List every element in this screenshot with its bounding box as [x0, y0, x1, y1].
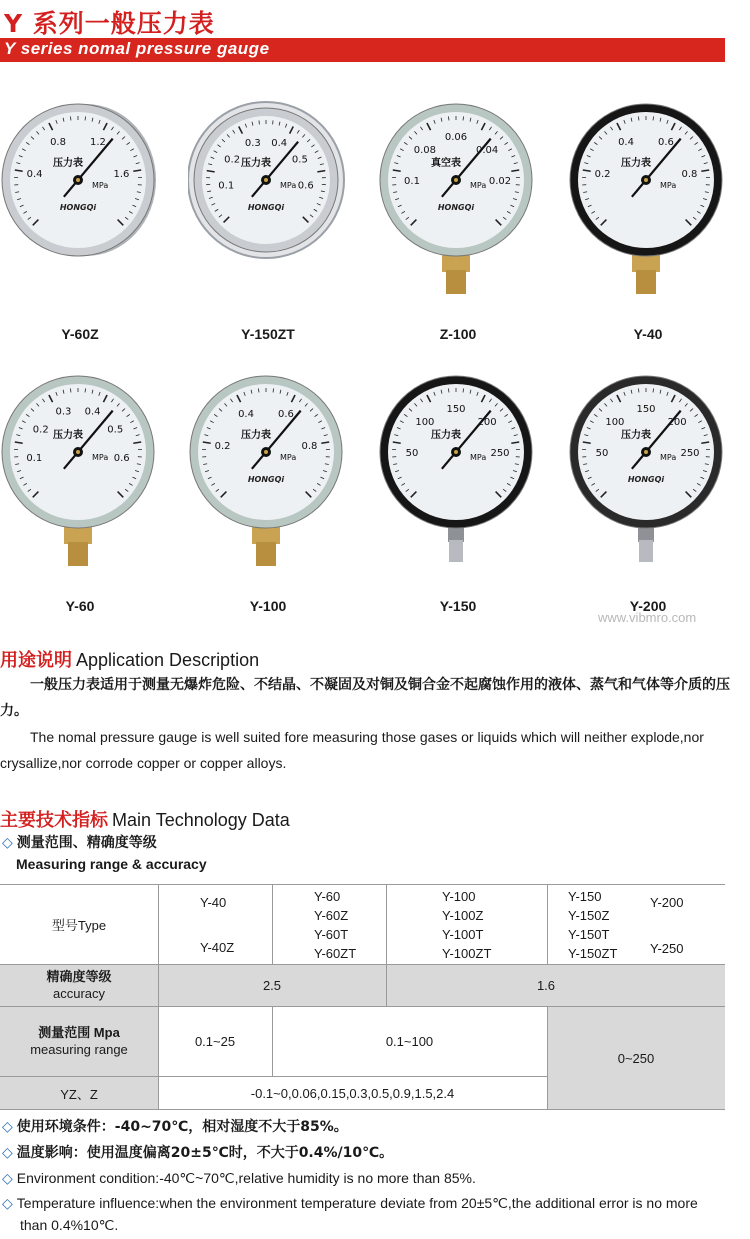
- product-gauge: [0, 372, 180, 622]
- tick-label: 200: [667, 416, 687, 428]
- product-gauge: [0, 100, 180, 350]
- table-rule: [0, 1076, 547, 1077]
- tick-label: 0.4: [238, 408, 254, 420]
- tick-label: 150: [636, 404, 656, 415]
- thread-icon: [446, 270, 466, 294]
- tick-label: 0.4: [618, 136, 634, 148]
- gauge-model-label: Y-40: [633, 326, 663, 342]
- tick-label: 0.6: [113, 452, 130, 464]
- watermark-text: www.vibmro.com: [598, 610, 697, 625]
- tick-label: 0.8: [681, 169, 698, 181]
- thread-icon: [449, 540, 463, 562]
- product-gauge: [568, 100, 748, 350]
- gauge-illustration: [568, 100, 728, 320]
- page-subtitle: Y series nomal pressure gauge: [4, 39, 270, 58]
- tick-label: 0.8: [50, 136, 66, 148]
- tick-label: 0.3: [55, 406, 72, 418]
- product-gauge: [568, 372, 748, 622]
- tick-label: 1.2: [90, 136, 106, 148]
- tick-label: 1.6: [113, 169, 130, 181]
- tick-label: 0.2: [214, 441, 231, 453]
- tick-label: 0.3: [244, 138, 261, 150]
- diamond-bullet-icon: ◇: [2, 1170, 13, 1186]
- dial-label: 压力表: [241, 430, 271, 441]
- yz-label: YZ、Z: [60, 1086, 98, 1102]
- tech-heading-cn: 主要技术指标: [0, 810, 108, 831]
- tick-label: 250: [490, 448, 510, 459]
- unit-label: MPa: [92, 181, 109, 190]
- accuracy-b: 1.6: [536, 977, 556, 993]
- brand-label: HONGQi: [247, 203, 285, 212]
- application-heading-cn: 用途说明: [0, 650, 72, 671]
- brand-label: HONGQi: [437, 203, 475, 212]
- gauge-model-label: Y-60: [65, 598, 95, 614]
- product-gauge: [378, 100, 558, 350]
- tick-label: 200: [477, 416, 497, 428]
- dial-label: 压力表: [53, 430, 83, 441]
- tick-label: 150: [446, 404, 466, 415]
- needle-cap-icon: [76, 178, 80, 182]
- diamond-bullet-icon: ◇: [2, 835, 13, 851]
- tick-label: 50: [405, 448, 419, 459]
- application-heading-en: Application Description: [76, 650, 260, 670]
- dial-label: 真空表: [431, 158, 461, 169]
- unit-label: MPa: [470, 181, 487, 190]
- diamond-bullet-icon: ◇: [2, 1195, 13, 1211]
- title-banner: [0, 38, 725, 62]
- gauge-model-label: Y-60Z: [61, 326, 99, 342]
- dial-label: 压力表: [431, 430, 461, 441]
- table-rule: [0, 964, 725, 965]
- table-rule: [272, 884, 273, 964]
- tech-heading: [0, 806, 290, 832]
- note-environment-en: ◇ Environment condition:-40℃~70℃,relative humidity is no more than 85%.: [2, 1170, 476, 1186]
- gauge-model-label: Y-100: [249, 598, 287, 614]
- gauge-model-label: Y-200: [629, 598, 667, 614]
- tick-label: 50: [595, 448, 609, 459]
- unit-label: MPa: [280, 181, 297, 190]
- product-gallery: [0, 100, 750, 630]
- gauge-illustration: [378, 372, 538, 592]
- table-rule: [158, 884, 159, 1110]
- needle-cap-icon: [264, 178, 268, 182]
- gauge-model-label: Z-100: [439, 326, 477, 342]
- brand-label: HONGQi: [627, 475, 665, 484]
- table-rule: [272, 1006, 273, 1076]
- tick-label: 0.2: [224, 154, 241, 166]
- tick-label: 0.6: [658, 136, 674, 148]
- tick-label: 0.2: [32, 424, 49, 436]
- range-c: 0~250: [617, 1050, 655, 1066]
- tick-label: 0.02: [488, 176, 512, 187]
- gauge-illustration: [0, 100, 160, 320]
- tech-heading-en: Main Technology Data: [112, 810, 290, 830]
- gauge-illustration: [188, 100, 348, 320]
- gauge-illustration: [568, 372, 728, 592]
- table-rule: [0, 884, 725, 885]
- models-a-2: Y-40Z: [200, 940, 235, 955]
- tick-label: 0.06: [444, 132, 468, 143]
- thread-icon: [256, 542, 276, 566]
- unit-label: MPa: [660, 453, 677, 462]
- dial-label: 压力表: [621, 158, 651, 169]
- product-gauge: [378, 372, 558, 622]
- tick-label: 100: [415, 416, 435, 428]
- tick-label: 0.2: [594, 169, 611, 181]
- unit-label: MPa: [280, 453, 297, 462]
- diamond-bullet-icon: ◇: [2, 1145, 13, 1161]
- gauge-illustration: [378, 100, 538, 320]
- dial-label: 压力表: [621, 430, 651, 441]
- tick-label: 0.1: [218, 180, 235, 192]
- tick-label: 0.4: [26, 169, 43, 181]
- note-temperature-en: ◇ Temperature influence:when the environment temperature deviate from 20±5℃,the additional error is no more than 0.4%10℃.: [2, 1195, 698, 1233]
- brand-label: HONGQi: [59, 203, 97, 212]
- tick-label: 0.1: [26, 452, 43, 464]
- application-body-cn: 一般压力表适用于测量无爆炸危险、不结晶、不凝固及对铜及铜合金不起腐蚀作用的液体、蒸气和气体等介质的压力。: [0, 677, 730, 719]
- range-label: 测量范围 Mpa measuring range: [30, 1025, 128, 1057]
- table-rule: [547, 884, 548, 964]
- yz-range: -0.1~0,0.06,0.15,0.3,0.5,0.9,1.5,2.4: [250, 1085, 455, 1101]
- spec-table: [0, 884, 725, 1110]
- tick-label: 0.5: [291, 154, 308, 166]
- product-gauge: [188, 100, 368, 350]
- note-temperature-cn: ◇ 温度影响：使用温度偏离20±5℃时，不大于0.4%/10℃。: [2, 1145, 394, 1161]
- models-b: Y-60 Y-60Z Y-60T Y-60ZT: [314, 889, 357, 961]
- tick-label: 0.5: [107, 424, 124, 436]
- note-environment-cn: ◇ 使用环境条件：-40~70℃，相对湿度不大于85%。: [2, 1119, 348, 1135]
- application-body-en: The nomal pressure gauge is well suited fore measuring those gases or liquids which will neither explode,nor crysallize,nor corrode copper or copper alloys.: [0, 729, 704, 771]
- range-b: 0.1~100: [385, 1033, 434, 1049]
- tick-label: 0.08: [413, 144, 437, 156]
- page-title: Y 系列一般压力表: [4, 9, 215, 38]
- needle-cap-icon: [454, 450, 458, 454]
- tick-label: 0.1: [404, 176, 420, 187]
- product-gauge: [188, 372, 368, 622]
- models-a-1: Y-40: [200, 895, 227, 910]
- accuracy-label: 精确度等级 accuracy: [46, 969, 112, 1001]
- application-heading: [0, 646, 259, 672]
- gauge-illustration: [188, 372, 348, 592]
- range-subheading-en: Measuring range & accuracy: [16, 856, 207, 872]
- tick-label: 100: [605, 416, 625, 428]
- accuracy-a: 2.5: [262, 977, 282, 993]
- thread-icon: [639, 540, 653, 562]
- diamond-bullet-icon: ◇: [2, 1119, 13, 1135]
- models-e-2: Y-250: [650, 941, 684, 956]
- table-rule: [0, 1109, 725, 1110]
- type-label: 型号Type: [51, 917, 107, 933]
- unit-label: MPa: [470, 453, 487, 462]
- tick-label: 0.04: [475, 144, 499, 156]
- brand-label: HONGQi: [247, 475, 285, 484]
- dial-label: 压力表: [53, 158, 83, 169]
- unit-label: MPa: [660, 181, 677, 190]
- gauge-illustration: [0, 372, 160, 592]
- tick-label: 0.6: [278, 408, 294, 420]
- models-d: Y-150 Y-150Z Y-150T Y-150ZT: [568, 889, 618, 961]
- table-rule: [547, 1006, 548, 1110]
- needle-cap-icon: [454, 178, 458, 182]
- thread-icon: [636, 270, 656, 294]
- dial-label: 压力表: [241, 158, 271, 169]
- range-subheading-cn: ◇ 测量范围、精确度等级: [2, 835, 157, 851]
- tick-label: 0.4: [271, 138, 288, 150]
- needle-cap-icon: [264, 450, 268, 454]
- table-rule: [0, 1006, 725, 1007]
- gauge-model-label: Y-150: [439, 598, 477, 614]
- models-c: Y-100 Y-100Z Y-100T Y-100ZT: [442, 889, 492, 961]
- needle-cap-icon: [644, 178, 648, 182]
- tick-label: 0.6: [297, 180, 314, 192]
- range-a: 0.1~25: [194, 1033, 236, 1049]
- tick-label: 0.4: [84, 406, 101, 418]
- thread-icon: [68, 542, 88, 566]
- models-e-1: Y-200: [650, 895, 684, 910]
- needle-cap-icon: [76, 450, 80, 454]
- gauge-model-label: Y-150ZT: [241, 326, 295, 342]
- table-rule: [386, 884, 387, 1006]
- tick-label: 0.8: [301, 441, 318, 453]
- unit-label: MPa: [92, 453, 109, 462]
- needle-cap-icon: [644, 450, 648, 454]
- tick-label: 250: [680, 448, 700, 459]
